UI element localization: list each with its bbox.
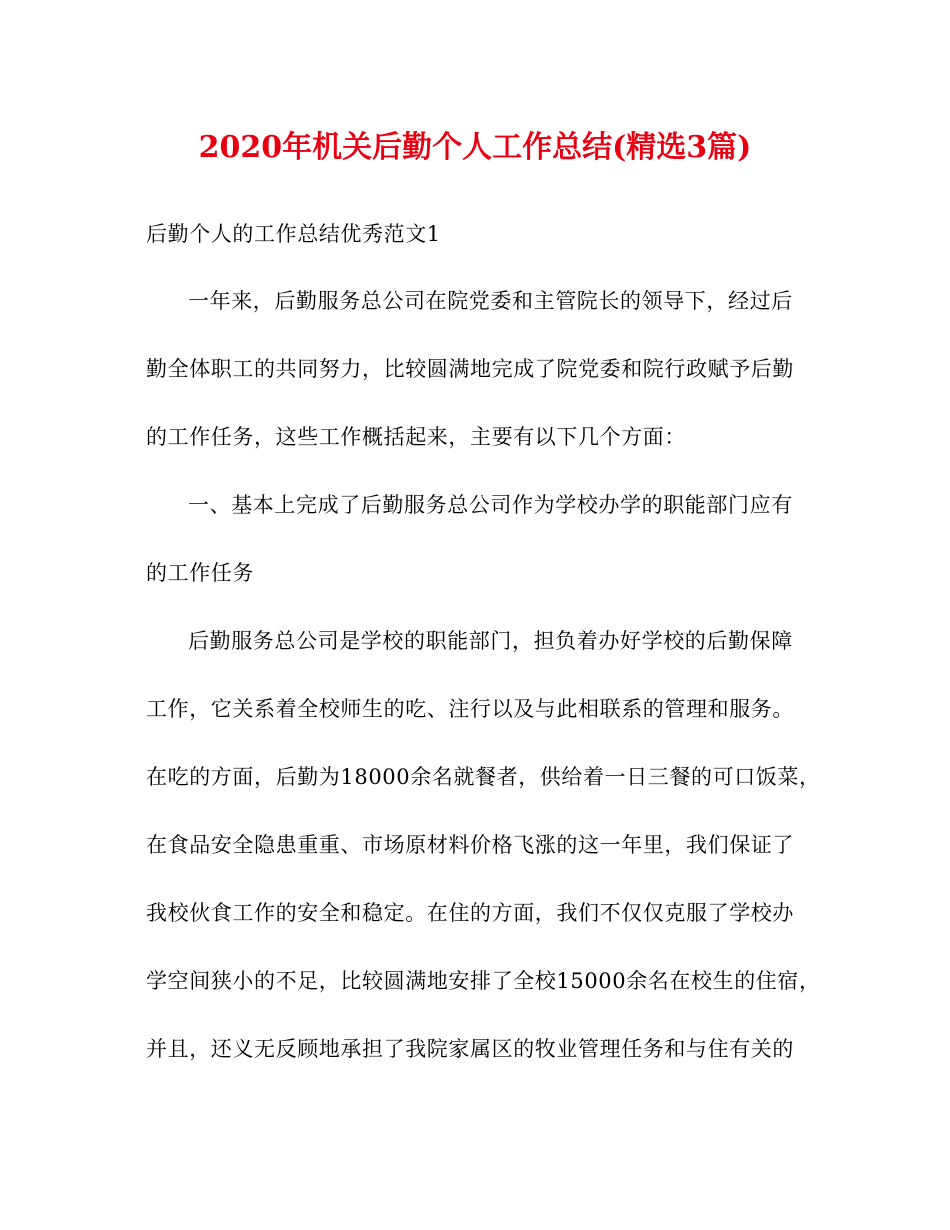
paragraph-line: 在食品安全隐患重重、市场原材料价格飞涨的这一年里，我们保证了: [146, 833, 794, 857]
paragraph-line: 我校伙食工作的安全和稳定。在住的方面，我们不仅仅克服了学校办: [146, 901, 794, 925]
paragraph-line: 一年来，后勤服务总公司在院党委和主管院长的领导下，经过后: [188, 289, 793, 313]
paragraph-line: 在吃的方面，后勤为18000余名就餐者，供给着一日三餐的可口饭菜，: [146, 765, 821, 789]
paragraph-line: 的工作任务，这些工作概括起来，主要有以下几个方面：: [146, 425, 686, 449]
paragraph-line: 学空间狭小的不足，比较圆满地安排了全校15000余名在校生的住宿，: [146, 969, 821, 993]
paragraph-line: 勤全体职工的共同努力，比较圆满地完成了院党委和院行政赋予后勤: [146, 357, 794, 381]
paragraph-line: 后勤服务总公司是学校的职能部门，担负着办好学校的后勤保障: [188, 629, 793, 653]
paragraph-line: 并且，还义无反顾地承担了我院家属区的牧业管理任务和与住有关的: [146, 1037, 794, 1061]
paragraph-line: 一、基本上完成了后勤服务总公司作为学校办学的职能部门应有: [188, 493, 793, 517]
paragraph-line: 工作，它关系着全校师生的吃、注行以及与此相联系的管理和服务。: [146, 697, 794, 721]
section-heading: 后勤个人的工作总结优秀范文1: [146, 222, 441, 246]
paragraph-line: 的工作任务: [146, 561, 254, 585]
document-title: 2020年机关后勤个人工作总结(精选3篇): [198, 130, 752, 165]
